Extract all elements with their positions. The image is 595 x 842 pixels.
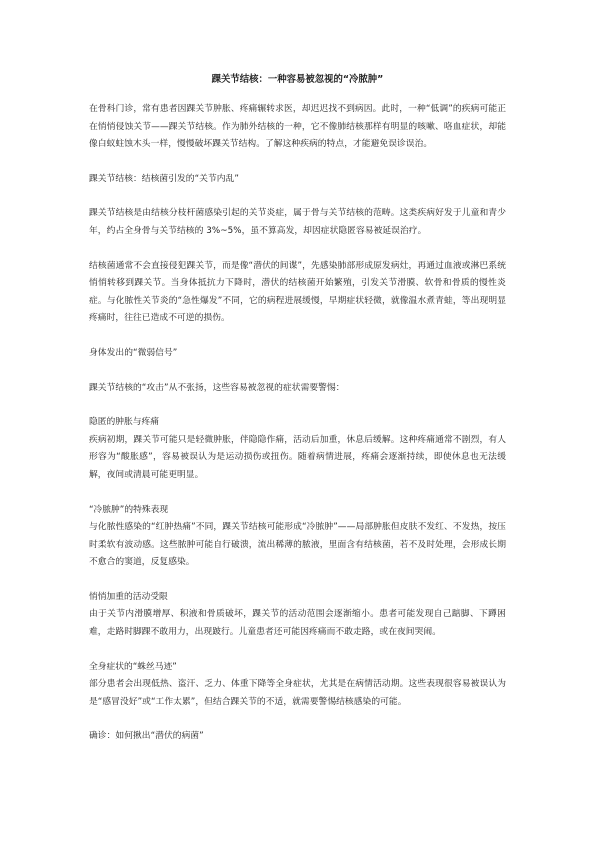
symptom-body: 与化脓性感染的“红肿热痛”不同，踝关节结核可能形成“冷脓肿”——局部肿胀但皮肤不发红、不发热，按压时柔软有波动感。这些脓肿可能自行破溃，流出稀薄的脓液，里面含有结核菌，若不及时处理，会形成长期不愈合的窦道，反复感染。 <box>89 522 506 568</box>
document-title: 踝关节结核：一种容易被忽视的“冷脓肿” <box>211 74 384 85</box>
symptom-heading: 隐匿的肿胀与疼痛 <box>89 417 159 428</box>
section1-paragraph-2: 结核菌通常不会直接侵犯踝关节，而是像“潜伏的间谍”，先感染肺部形成原发病灶，再通过血液或淋巴系统悄悄转移到踝关节。当身体抵抗力下降时，潜伏的结核菌开始繁殖，引发关节滑膜、软骨和骨质的慢性炎症。与化脓性关节炎的“急性爆发”不同，它的病程进展缓慢，早期症状轻微，就像温水煮青蛙，等出现明显疼痛时，往往已造成不可逆的损伤。 <box>89 260 506 324</box>
symptom-block-4 <box>89 659 506 712</box>
section3-heading: 确诊：如何揪出“潜伏的病菌” <box>89 731 204 742</box>
section2-heading: 身体发出的“微弱信号” <box>89 347 178 358</box>
section1-heading: 踝关节结核：结核菌引发的“关节内乱” <box>89 173 239 184</box>
symptom-heading: 悄悄加重的活动受限 <box>89 591 168 602</box>
section2-intro: 踝关节结核的“攻击”从不张扬，这些容易被忽视的症状需要警惕： <box>89 382 345 393</box>
section1-paragraph-1: 踝关节结核是由结核分枝杆菌感染引起的关节炎症，属于骨与关节结核的范畴。这类疾病好发于儿童和青少年，约占全身骨与关节结核的 3%~5%，虽不算高发，却因症状隐匿容易被延误治疗。 <box>89 208 506 236</box>
intro-paragraph: 在骨科门诊，常有患者因踝关节肿胀、疼痛辗转求医，却迟迟找不到病因。此时，一种“低调”的疾病可能正在悄悄侵蚀关节——踝关节结核。作为肺外结核的一种，它不像肺结核那样有明显的咳嗽、咯血症状，却能像白蚁蛀蚀木头一样，慢慢破坏踝关节结构。了解这种疾病的特点，才能避免误诊误治。 <box>89 104 506 150</box>
symptom-heading: 全身症状的“蛛丝马迹” <box>89 661 177 672</box>
symptom-block-2 <box>89 502 506 572</box>
symptom-body: 部分患者会出现低热、盗汗、乏力、体重下降等全身症状，尤其是在病情活动期。这些表现很容易被误认为是“感冒没好”或“工作太累”，但结合踝关节的不适，就需要警惕结核感染的可能。 <box>89 679 506 707</box>
symptom-heading: “冷脓肿”的特殊表现 <box>89 504 169 515</box>
symptom-body: 疾病初期，踝关节可能只是轻微肿胀，伴隐隐作痛，活动后加重，休息后缓解。这种疼痛通常不剧烈，有人形容为“酸胀感”，容易被误认为是运动损伤或扭伤。随着病情进展，疼痛会逐渐持续，即使休息也无法缓解，夜间或清晨可能更明显。 <box>89 434 506 480</box>
symptom-block-1 <box>89 414 506 484</box>
symptom-body: 由于关节内滑膜增厚、积液和骨质破坏，踝关节的活动范围会逐渐缩小。患者可能发现自己踮脚、下蹲困难，走路时脚踝不敢用力，出现跛行。儿童患者还可能因疼痛而不敢走路，或在夜间哭闹。 <box>89 609 506 638</box>
symptom-block-3 <box>89 589 506 642</box>
